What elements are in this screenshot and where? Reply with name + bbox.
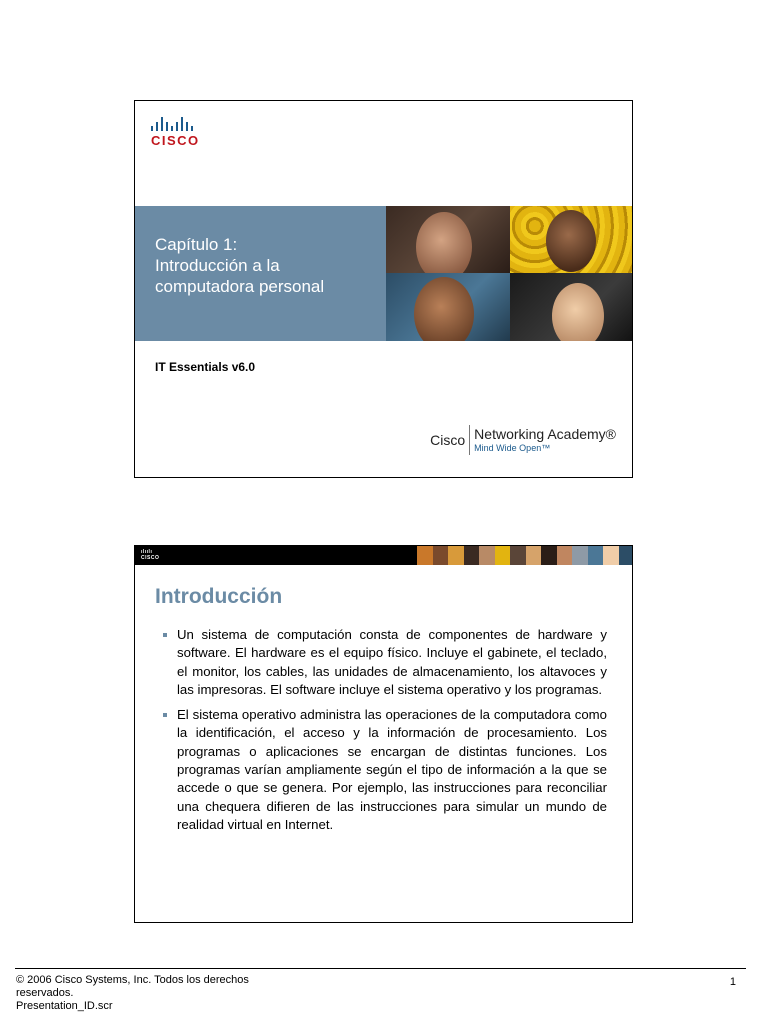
- file-name: Presentation_ID.scr: [16, 1000, 113, 1012]
- photo-young-man: [510, 206, 633, 273]
- bullet-item: [163, 626, 607, 699]
- slide-2: [134, 545, 633, 923]
- bullet-square-icon: [163, 713, 167, 717]
- slide-title: Introducción: [155, 585, 283, 608]
- title-band: [135, 206, 386, 341]
- slide-1: [134, 100, 633, 478]
- cisco-mini-bars-icon: ılıılı: [141, 549, 153, 555]
- page-footer: [16, 974, 276, 1013]
- cisco-bars-icon: [151, 117, 213, 131]
- photo-woman: [510, 273, 633, 341]
- bullet-square-icon: [163, 633, 167, 637]
- slide-title: Capítulo 1: Introducción a la computadora personal: [155, 235, 325, 296]
- cisco-mini-logo: [141, 549, 159, 561]
- course-subtitle: IT Essentials v6.0: [155, 360, 256, 374]
- academy-divider: [469, 425, 470, 455]
- bullet-text: El sistema operativo administra las operaciones de la computadora como la identificación, el acceso y la información de procesamiento. Los programas o aplicaciones se encargan de distintas funciones. Los programas varían ampliamente según el tipo de información a la que se accede o que se genera. Por ejemplo, las instrucciones para reconciliar una chequera difieren de las instrucciones para simular un mundo de realidad virtual en Internet.: [177, 707, 607, 832]
- copyright-text: © 2006 Cisco Systems, Inc. Todos los derechos reservados.: [16, 974, 249, 999]
- cisco-wordmark: CISCO: [151, 133, 200, 148]
- page-number: 1: [729, 976, 736, 988]
- networking-academy-logo: [430, 425, 616, 455]
- academy-name: Networking Academy®: [474, 426, 616, 442]
- academy-tagline: Mind Wide Open™: [474, 443, 551, 453]
- footer-rule: [15, 968, 746, 969]
- cisco-mini-wordmark: CISCO: [141, 555, 160, 561]
- photo-strip: [417, 546, 633, 565]
- bullet-text: Un sistema de computación consta de componentes de hardware y software. El hardware es el equipo físico. Incluye el gabinete, el teclado, el monitor, los cables, las unidades de almacenamiento, los altavoces y las impresoras. El software incluye el sistema operativo y los programas.: [177, 627, 607, 697]
- cisco-logo: [151, 117, 213, 151]
- bullet-list: [163, 626, 607, 841]
- photo-smiling-man: [386, 273, 510, 341]
- academy-cisco: Cisco: [430, 432, 466, 448]
- bullet-item: [163, 706, 607, 834]
- photo-man-thinking: [386, 206, 510, 273]
- photo-collage: [386, 206, 633, 341]
- slide-header-bar: [135, 546, 633, 565]
